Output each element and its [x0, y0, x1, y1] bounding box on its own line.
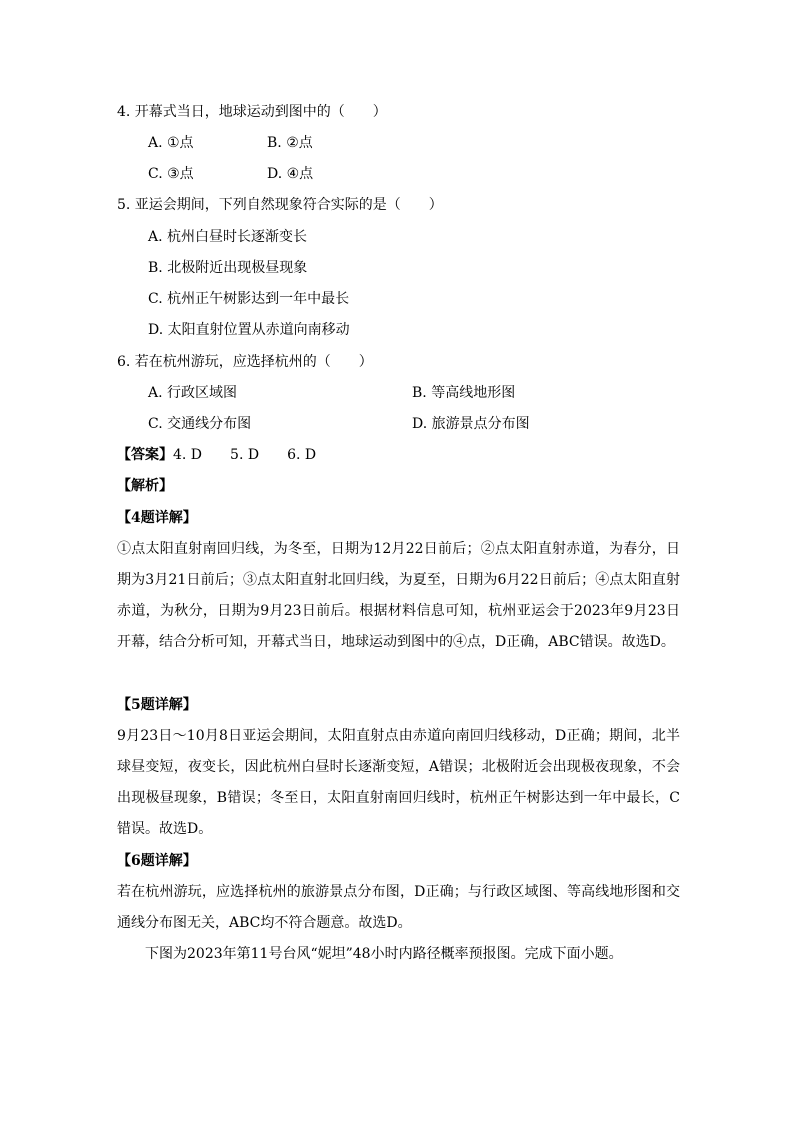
question-5-option-d: D. 太阳直射位置从赤道向南移动 [148, 322, 350, 338]
detail-4-title: 【4题详解】 [117, 510, 197, 526]
question-5-option-c: C. 杭州正午树影达到一年中最长 [148, 291, 350, 307]
next-section-intro: 下图为2023年第11号台风“妮坦”48小时内路径概率预报图。完成下面小题。 [145, 946, 623, 962]
question-4-option-c: C. ③点 [148, 166, 194, 182]
question-6-stem: 6. 若在杭州游玩，应选择杭州的（ ） [117, 354, 373, 370]
detail-5-title: 【5题详解】 [117, 697, 197, 713]
answer-label: 【答案】 [117, 447, 173, 463]
answer-text: 4. D 5. D 6. D [173, 447, 317, 463]
question-6-option-a: A. 行政区域图 [148, 385, 238, 401]
question-6-option-c: C. 交通线分布图 [148, 416, 252, 432]
question-4-option-d: D. ④点 [267, 166, 314, 182]
question-5-option-a: A. 杭州白昼时长逐渐变长 [148, 229, 308, 245]
question-6-option-b: B. 等高线地形图 [412, 385, 516, 401]
question-4-option-b: B. ②点 [267, 135, 313, 151]
detail-6-title: 【6题详解】 [117, 853, 197, 869]
question-4-option-a: A. ①点 [148, 135, 194, 151]
question-4-stem: 4. 开幕式当日，地球运动到图中的（ ） [117, 104, 387, 120]
detail-4-body: ①点太阳直射南回归线，为冬至，日期为12月22日前后；②点太阳直射赤道，为春分，日期为3月21日前后；③点太阳直射北回归线，为夏至，日期为6月22日前后；④点太阳直射赤道，为秋分，日期为9月23日前后。根据材料信息可知，杭州亚运会于2023年9月23日开幕，结合分析可知，开幕式当日，地球运动到图中的④点，D正确，ABC错误。故选D。 [117, 541, 680, 650]
answer-line [117, 445, 316, 465]
analysis-label: 【解析】 [117, 478, 173, 494]
question-5-option-b: B. 北极附近出现极昼现象 [148, 260, 308, 276]
detail-6-body: 若在杭州游玩，应选择杭州的旅游景点分布图，D正确；与行政区域图、等高线地形图和交通线分布图无关，ABC均不符合题意。故选D。 [117, 884, 680, 931]
detail-5-body: 9月23日～10月8日亚运会期间，太阳直射点由赤道向南回归线移动，D正确；期间，北半球昼变短，夜变长，因此杭州白昼时长逐渐变短，A错误；北极附近会出现极夜现象，不会出现极昼现象，B错误；冬至日，太阳直射南回归线时，杭州正午树影达到一年中最长，C错误。故选D。 [117, 728, 680, 837]
question-6-option-d: D. 旅游景点分布图 [412, 416, 530, 432]
question-5-stem: 5. 亚运会期间，下列自然现象符合实际的是（ ） [117, 197, 443, 213]
